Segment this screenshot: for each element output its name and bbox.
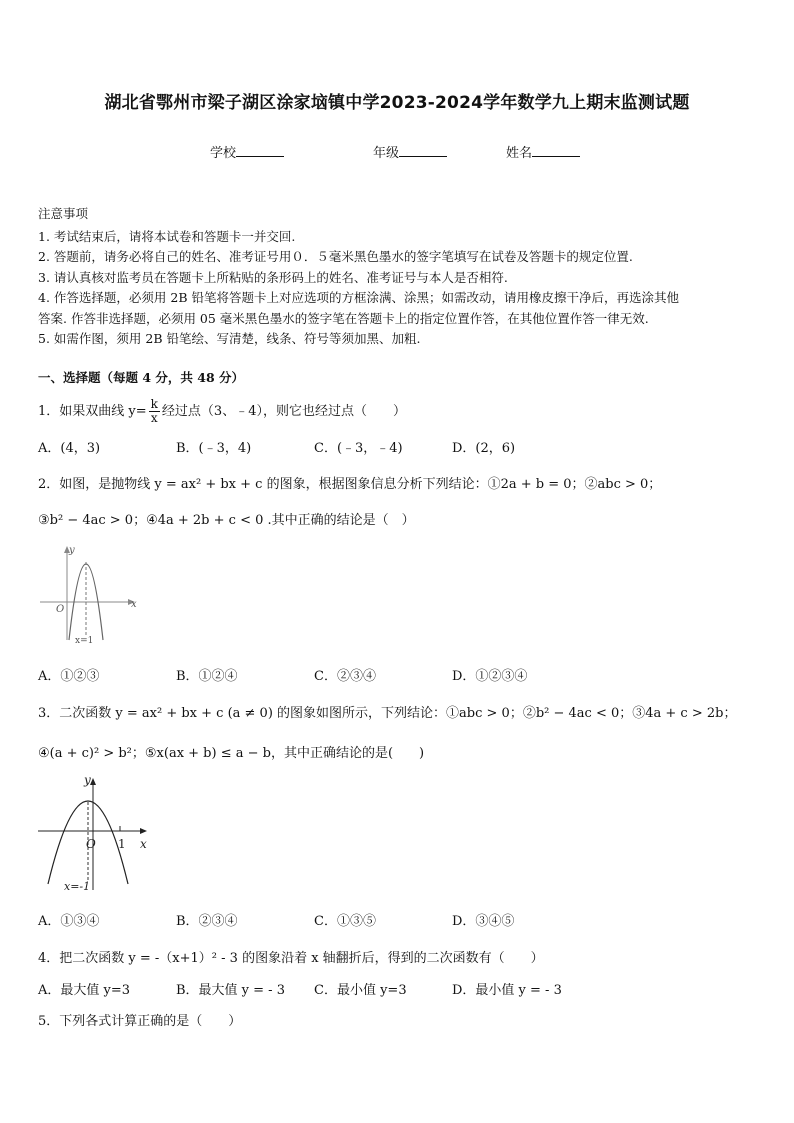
q3-origin-label: O — [86, 837, 96, 851]
q1-text-pre: 1．如果双曲线 y= — [38, 404, 147, 419]
question-1 — [38, 398, 406, 425]
q1-frac-num: k — [150, 397, 158, 411]
q2-option-c[interactable]: C．②③④ — [314, 669, 376, 684]
name-label: 姓名 — [506, 146, 533, 161]
q2-line-2: ③b² − 4ac > 0；④4a + 2b + c < 0 .其中正确的结论是（ ） — [38, 513, 415, 528]
q4-line: 4．把二次函数 y = -（x+1）² - 3 的图象沿着 x 轴翻折后，得到的二次函数有（ ） — [38, 951, 544, 966]
school-label: 学校 — [210, 146, 237, 161]
q2-parabola-graph — [38, 540, 148, 646]
q1-option-d[interactable]: D．(2，6) — [452, 441, 516, 456]
q2-y-label: y — [69, 545, 75, 556]
q3-option-c[interactable]: C．①③⑤ — [314, 914, 376, 929]
q2-option-a[interactable]: A．①②③ — [38, 669, 100, 684]
q3-y-arrow — [90, 778, 96, 785]
name-field[interactable] — [506, 142, 580, 161]
q2-x-label: x — [131, 599, 137, 610]
q2-line-1: 2．如图，是抛物线 y = ax² + bx + c 的图象，根据图象信息分析下列结论：①2a + b = 0；②abc > 0； — [38, 477, 662, 492]
q3-option-a[interactable]: A．①③④ — [38, 914, 100, 929]
q3-line-1: 3．二次函数 y = ax² + bx + c (a ≠ 0) 的图象如图所示，下列结论：①abc > 0；②b² − 4ac < 0；③4a + c > 2b； — [38, 706, 737, 721]
q4-option-d[interactable]: D．最小值 y = - 3 — [452, 983, 562, 998]
q2-axis-label: x=1 — [75, 636, 94, 646]
notice-item: 5. 如需作图，须用 2B 铅笔绘、写清楚，线条、符号等须加黑、加粗. — [38, 331, 421, 346]
q3-option-d[interactable]: D．③④⑤ — [452, 914, 515, 929]
grade-blank[interactable] — [399, 144, 447, 157]
notice-item: 答案. 作答非选择题，必须用 05 毫米黑色墨水的签字笔在答题卡上的指定位置作答，在其他位置作答一律无效. — [38, 310, 649, 326]
q4-option-c[interactable]: C．最小值 y=3 — [314, 983, 407, 998]
notice-item: 2. 答题前，请务必将自己的姓名、准考证号用０．５毫米黑色墨水的签字笔填写在试卷及答题卡的规定位置. — [38, 249, 633, 264]
grade-field[interactable] — [373, 142, 447, 161]
q1-option-c[interactable]: C．(﹣3，﹣4) — [314, 441, 403, 456]
notice-block — [38, 204, 758, 350]
q3-x-label: x — [140, 837, 147, 851]
q2-option-d[interactable]: D．①②③④ — [452, 669, 528, 684]
q1-option-a[interactable]: A．(4，3) — [38, 441, 101, 456]
q2-origin-label: O — [56, 604, 65, 615]
exam-title: 湖北省鄂州市梁子湖区涂家垴镇中学2023-2024学年数学九上期末监测试题 — [104, 93, 690, 113]
q2-option-b[interactable]: B．①②④ — [176, 669, 238, 684]
section-heading: 一、选择题（每题 4 分，共 48 分） — [38, 370, 245, 385]
q5-line: 5．下列各式计算正确的是（ ） — [38, 1014, 242, 1029]
notice-item: 3. 请认真核对监考员在答题卡上所粘贴的条形码上的姓名、准考证号与本人是否相符. — [38, 269, 508, 285]
q1-fraction — [149, 398, 160, 425]
q1-option-b[interactable]: B．(﹣3，4) — [176, 441, 252, 456]
name-blank[interactable] — [532, 144, 580, 157]
q3-one-label: 1 — [118, 837, 126, 851]
q3-option-b[interactable]: B．②③④ — [176, 914, 238, 929]
grade-label: 年级 — [373, 146, 400, 161]
q1-text-post: 经过点（3、﹣4），则它也经过点（ ） — [161, 404, 406, 419]
q3-axis-label: x=-1 — [64, 880, 91, 893]
notice-item: 1. 考试结束后，请将本试卷和答题卡一并交回. — [38, 228, 296, 244]
q3-parabola-graph — [36, 772, 156, 896]
q3-y-label: y — [84, 773, 91, 787]
notice-heading: 注意事项 — [38, 206, 89, 221]
q4-option-a[interactable]: A．最大值 y=3 — [38, 983, 131, 998]
q3-line-2: ④(a + c)² > b²；⑤x(ax + b) ≤ a − b，其中正确结论的是( ) — [38, 746, 425, 761]
school-field[interactable] — [210, 142, 284, 161]
notice-item: 4. 作答选择题，必须用 2B 铅笔将答题卡上对应选项的方框涂满、涂黑；如需改动，请用橡皮擦干净后，再选涂其他 — [38, 290, 679, 305]
school-blank[interactable] — [236, 144, 284, 157]
q3-x-arrow — [140, 828, 147, 834]
q4-option-b[interactable]: B．最大值 y = - 3 — [176, 983, 285, 998]
q1-frac-den: x — [150, 411, 158, 425]
